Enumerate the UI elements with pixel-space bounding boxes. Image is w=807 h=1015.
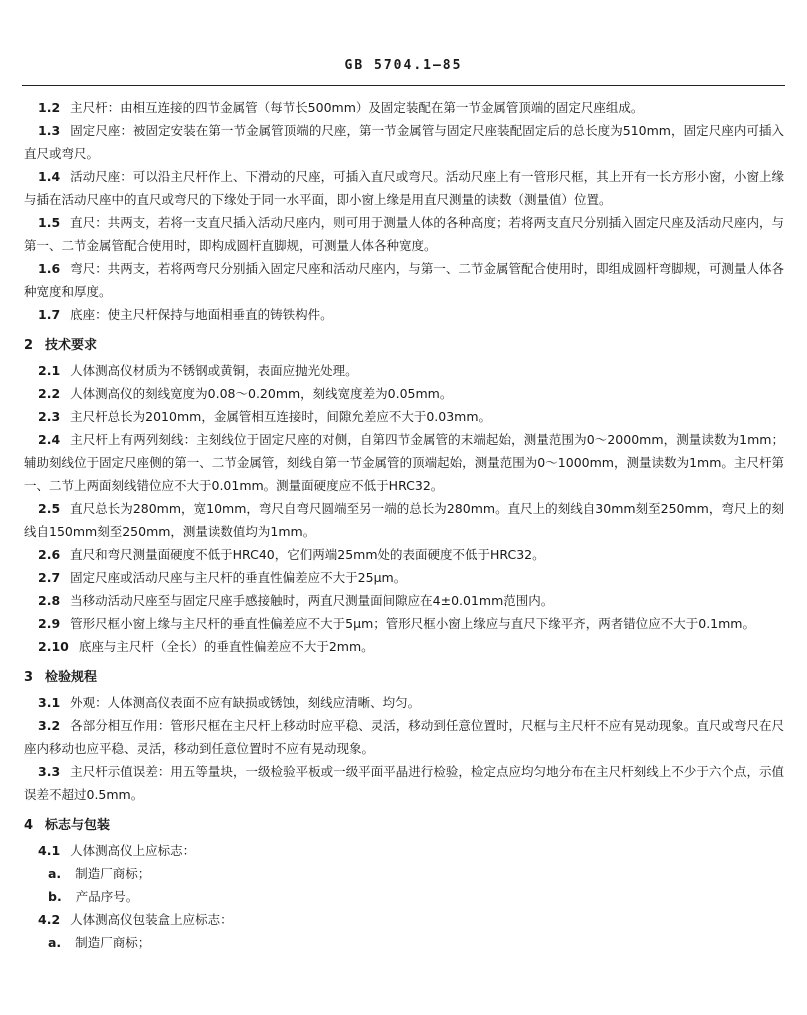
clause-1-5: 1.5 直尺：共两支，若将一支直尺插入活动尺座内，则可用于测量人体的各种高度；若将两支直尺分别插入固定尺座及活动尺座内，与第一、二节金属管配合使用时，即构成圆杆直脚规，可测量人体各种宽度。 — [24, 215, 784, 253]
section-heading-4: 4 标志与包装 — [24, 818, 111, 833]
clause-2-10: 2.10 底座与主尺杆（全长）的垂直性偏差应不大于2mm。 — [38, 639, 374, 654]
clause-3-2: 3.2 各部分相互作用：管形尺框在主尺杆上移动时应平稳、灵活，移动到任意位置时，尺框与主尺杆不应有晃动现象。直尺或弯尺在尺座内移动也应平稳、灵活，移动到任意位置时不应有晃动现象。 — [24, 718, 784, 756]
clause-2-3: 2.3 主尺杆总长为2010mm，金属管相互连接时，间隙允差应不大于0.03mm。 — [38, 409, 492, 424]
header-rule — [22, 85, 785, 86]
section-1-items — [24, 96, 784, 326]
clause-2-7: 2.7 固定尺座或活动尺座与主尺杆的垂直性偏差应不大于25μm。 — [38, 570, 407, 585]
section-4-items — [24, 839, 784, 954]
clause-1-4: 1.4 活动尺座：可以沿主尺杆作上、下滑动的尺座，可插入直尺或弯尺。活动尺座上有一管形尺框，其上开有一长方形小窗，小窗上缘与插在活动尺座中的直尺或弯尺的下缘处于同一水平面，即小窗上缘是用直尺测量的读数（测量值）位置。 — [24, 169, 784, 207]
clause-2-4: 2.4 主尺杆上有两列刻线：主刻线位于固定尺座的对侧，自第四节金属管的末端起始，测量范围为0～2000mm，测量读数为1mm；辅助刻线位于固定尺座侧的第一、二节金属管，刻线自第一节金属管的顶端起始，测量范围为0～1000mm，测量读数为1mm。主尺杆第一、二节上两面刻线错位应不大于0.01mm。测量面硬度应不低于HRC32。 — [24, 432, 784, 493]
clause-1-7: 1.7 底座：使主尺杆保持与地面相垂直的铸铁构件。 — [38, 307, 333, 322]
clause-4-1-a: a. 制造厂商标； — [48, 866, 151, 881]
section-2-items — [24, 359, 784, 658]
clause-2-2: 2.2 人体测高仪的刻线宽度为0.08～0.20mm，刻线宽度差为0.05mm。 — [38, 386, 453, 401]
clause-2-9: 2.9 管形尺框小窗上缘与主尺杆的垂直性偏差应不大于5μm；管形尺框小窗上缘应与直尺下缘平齐，两者错位应不大于0.1mm。 — [38, 616, 755, 631]
clause-4-1: 4.1 人体测高仪上应标志： — [38, 843, 196, 858]
clause-3-3: 3.3 主尺杆示值误差：用五等量块，一级检验平板或一级平面平晶进行检验，检定点应均匀地分布在主尺杆刻线上不少于六个点，示值误差不超过0.5mm。 — [24, 764, 784, 802]
clause-4-1-b: b. 产品序号。 — [48, 889, 139, 904]
section-3-items — [24, 691, 784, 806]
clause-1-2: 1.2 主尺杆：由相互连接的四节金属管（每节长500mm）及固定装配在第一节金属管顶端的固定尺座组成。 — [38, 100, 644, 115]
clause-4-2: 4.2 人体测高仪包装盒上应标志： — [38, 912, 233, 927]
standard-code-header: GB 5704.1—85 — [344, 58, 463, 73]
clause-4-2-a: a. 制造厂商标； — [48, 935, 151, 950]
document-body — [24, 96, 784, 954]
clause-3-1: 3.1 外观：人体测高仪表面不应有缺损或锈蚀，刻线应清晰、均匀。 — [38, 695, 421, 710]
clause-2-6: 2.6 直尺和弯尺测量面硬度不低于HRC40，它们两端25mm处的表面硬度不低于HRC32。 — [38, 547, 545, 562]
clause-1-6: 1.6 弯尺：共两支，若将两弯尺分别插入固定尺座和活动尺座内，与第一、二节金属管配合使用时，即组成圆杆弯脚规，可测量人体各种宽度和厚度。 — [24, 261, 784, 299]
section-heading-2: 2 技术要求 — [24, 338, 98, 353]
section-heading-3: 3 检验规程 — [24, 670, 98, 685]
clause-2-1: 2.1 人体测高仪材质为不锈钢或黄铜，表面应抛光处理。 — [38, 363, 358, 378]
clause-1-3: 1.3 固定尺座：被固定安装在第一节金属管顶端的尺座，第一节金属管与固定尺座装配固定后的总长度为510mm，固定尺座内可插入直尺或弯尺。 — [24, 123, 784, 161]
clause-2-8: 2.8 当移动活动尺座至与固定尺座手感接触时，两直尺测量面间隙应在4±0.01mm范围内。 — [38, 593, 554, 608]
clause-2-5: 2.5 直尺总长为280mm，宽10mm，弯尺自弯尺圆端至另一端的总长为280mm。直尺上的刻线自30mm刻至250mm，弯尺上的刻线自150mm刻至250mm，测量读数值均为1mm。 — [24, 501, 784, 539]
